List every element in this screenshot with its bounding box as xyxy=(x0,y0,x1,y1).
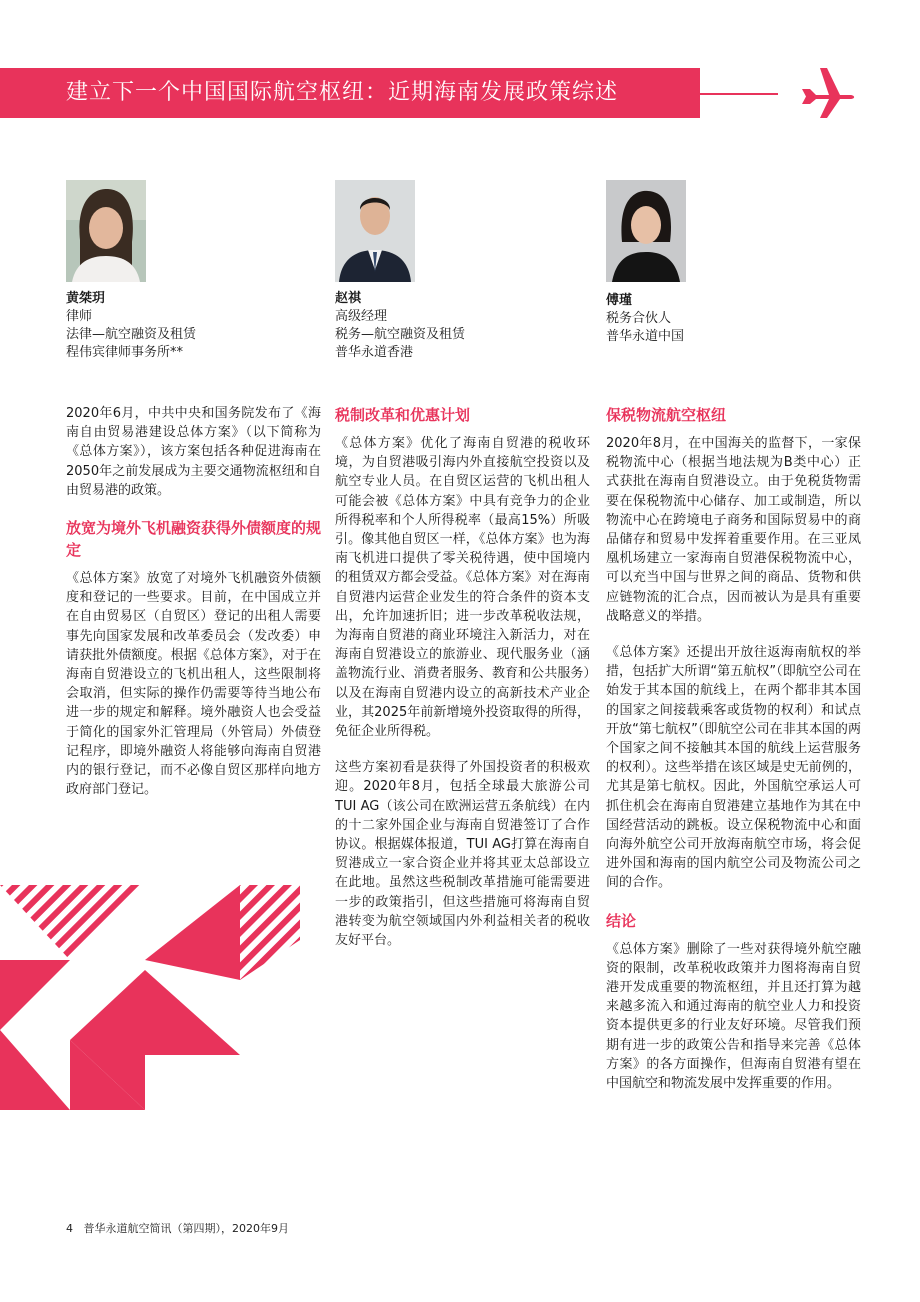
column-2 xyxy=(335,404,590,967)
decorative-triangles xyxy=(0,880,300,1110)
author-name: 傅瑾 xyxy=(606,293,633,308)
body-paragraph: 《总体方案》优化了海南自贸港的税收环境，为自贸港吸引海内外直接航空投资以及航空专业人员。在自贸区运营的飞机出租人可能会被《总体方案》中具有竞争力的企业所得税率和个人所得税率（最高15%）所吸引。像其他自贸区一样，《总体方案》也为海南飞机进口提供了零关税待遇，使中国境内的租赁双方都会受益。《总体方案》对在海南自贸港内运营企业发生的符合条件的资本支出，允许加速折旧；进一步改革税收法规，为海南自贸港的商业环境注入新活力，对在海南自贸港设立的旅游业、现代服务业（涵盖物流行业、消费者服务、教育和公共服务）以及在海南自贸港内设立的高新技术产业企业，其2025年前新增境外投资取得的所得，免征企业所得税。 xyxy=(335,436,590,740)
publication-name: 普华永道航空简讯（第四期），2020年9月 xyxy=(83,1222,289,1235)
column-1 xyxy=(66,404,321,816)
body-paragraph: 《总体方案》删除了一些对获得境外航空融资的限制，改革税收政策并力图将海南自贸港开发成重要的物流枢纽，并且还打算为越来越多流入和通过海南的航空业人力和投资资本提供更多的行业友好环境。尽管我们预期有进一步的政策公告和指导来完善《总体方案》的各方面操作，但海南自贸港有望在中国航空和物流发展中发挥重要的作用。 xyxy=(606,941,861,1092)
author-firm: 程伟宾律师事务所** xyxy=(66,345,184,360)
airplane-icon xyxy=(800,66,856,120)
author-card-2 xyxy=(335,180,575,362)
intro-paragraph: 2020年6月，中共中央和国务院发布了《海南自由贸易港建设总体方案》（以下简称为《总体方案》），该方案包括各种促进海南在2050年之前发展成为主要交通物流枢纽和自由贸易港的政策。 xyxy=(66,406,321,498)
page-footer xyxy=(66,1221,289,1237)
page-number: 4 xyxy=(66,1222,73,1235)
author-title: 税务合伙人 xyxy=(606,311,672,326)
author-card-1 xyxy=(66,180,306,362)
author-photo-1 xyxy=(66,180,146,282)
author-department: 法律—航空融资及租赁 xyxy=(66,327,197,342)
author-firm: 普华永道香港 xyxy=(335,345,414,360)
author-photo-3 xyxy=(606,180,686,282)
banner-rule xyxy=(700,93,778,95)
author-name: 黄桀玥 xyxy=(66,291,106,306)
author-title: 律师 xyxy=(66,309,93,324)
section-heading: 保税物流航空枢纽 xyxy=(606,406,727,424)
title-banner xyxy=(0,68,700,118)
section-heading: 税制改革和优惠计划 xyxy=(335,406,471,424)
body-paragraph: 2020年8月，在中国海关的监督下，一家保税物流中心（根据当地法规为B类中心）正式获批在海南自贸港设立。由于免税货物需要在保税物流中心储存、加工或制造，所以物流中心在跨境电子商务和国际贸易中的商品储存和贸易中发挥着重要作用。在三亚凤凰机场建立一家海南自贸港保税物流中心，可以充当中国与世界之间的商品、货物和供应链物流的汇合点，因而被认为是具有重要战略意义的举措。 xyxy=(606,436,861,624)
body-paragraph: 《总体方案》还提出开放往返海南航权的举措，包括扩大所谓“第五航权”（即航空公司在始发于其本国的航线上，在两个都非其本国的国家之间接载乘客或货物的权利）和试点开放“第七航权”（即航空公司在非其本国的两个国家之间不接触其本国的航线上运营服务的权利）。这些举措在该区域是史无前例的，尤其是第七航权。因此，外国航空承运人可抓住机会在海南自贸港建立基地作为其在中国经营活动的跳板。设立保税物流中心和面向海外航空公司开放海南航空市场，将会促进外国和海南的国内航空公司及物流公司之间的合作。 xyxy=(606,645,861,891)
page-title: 建立下一个中国国际航空枢纽：近期海南发展政策综述 xyxy=(66,80,619,105)
author-photo-2 xyxy=(335,180,415,282)
body-paragraph: 这些方案初看是获得了外国投资者的积极欢迎。2020年8月，包括全球最大旅游公司TUI AG（该公司在欧洲运营五条航线）在内的十二家外国企业与海南自贸港签订了合作协议。根据媒体报道，TUI AG打算在海南自贸港成立一家合资企业并将其亚太总部设立在此地。虽然这些税制改革措施可能需要进一步的政策指引，但这些措施可将海南自贸港转变为航空领域国内外利益相关者的税收友好平台。 xyxy=(335,760,590,949)
author-department: 税务—航空融资及租赁 xyxy=(335,327,466,342)
section-heading: 结论 xyxy=(606,911,637,930)
author-name: 赵祺 xyxy=(335,291,362,306)
author-title: 高级经理 xyxy=(335,309,388,324)
author-firm: 普华永道中国 xyxy=(606,329,685,344)
body-paragraph: 《总体方案》放宽了对境外飞机融资外债额度和登记的一些要求。目前，在中国成立并在自由贸易区（自贸区）登记的出租人需要事先向国家发展和改革委员会（发改委）申请获批外债额度。根据《总体方案》，对于在海南自贸港设立的飞机出租人，这些限制将会取消，但实际的操作仍需要等待当地公布进一步的规定和解释。境外融资人也会受益于简化的国家外汇管理局（外管局）外债登记程序，即境外融资人将能够向海南自贸港内的银行登记，而不必像自贸区那样向地方政府部门登记。 xyxy=(66,571,321,798)
column-3 xyxy=(606,404,861,1110)
section-heading: 放宽为境外飞机融资获得外债额度的规定 xyxy=(66,519,322,560)
author-card-3 xyxy=(606,180,846,346)
